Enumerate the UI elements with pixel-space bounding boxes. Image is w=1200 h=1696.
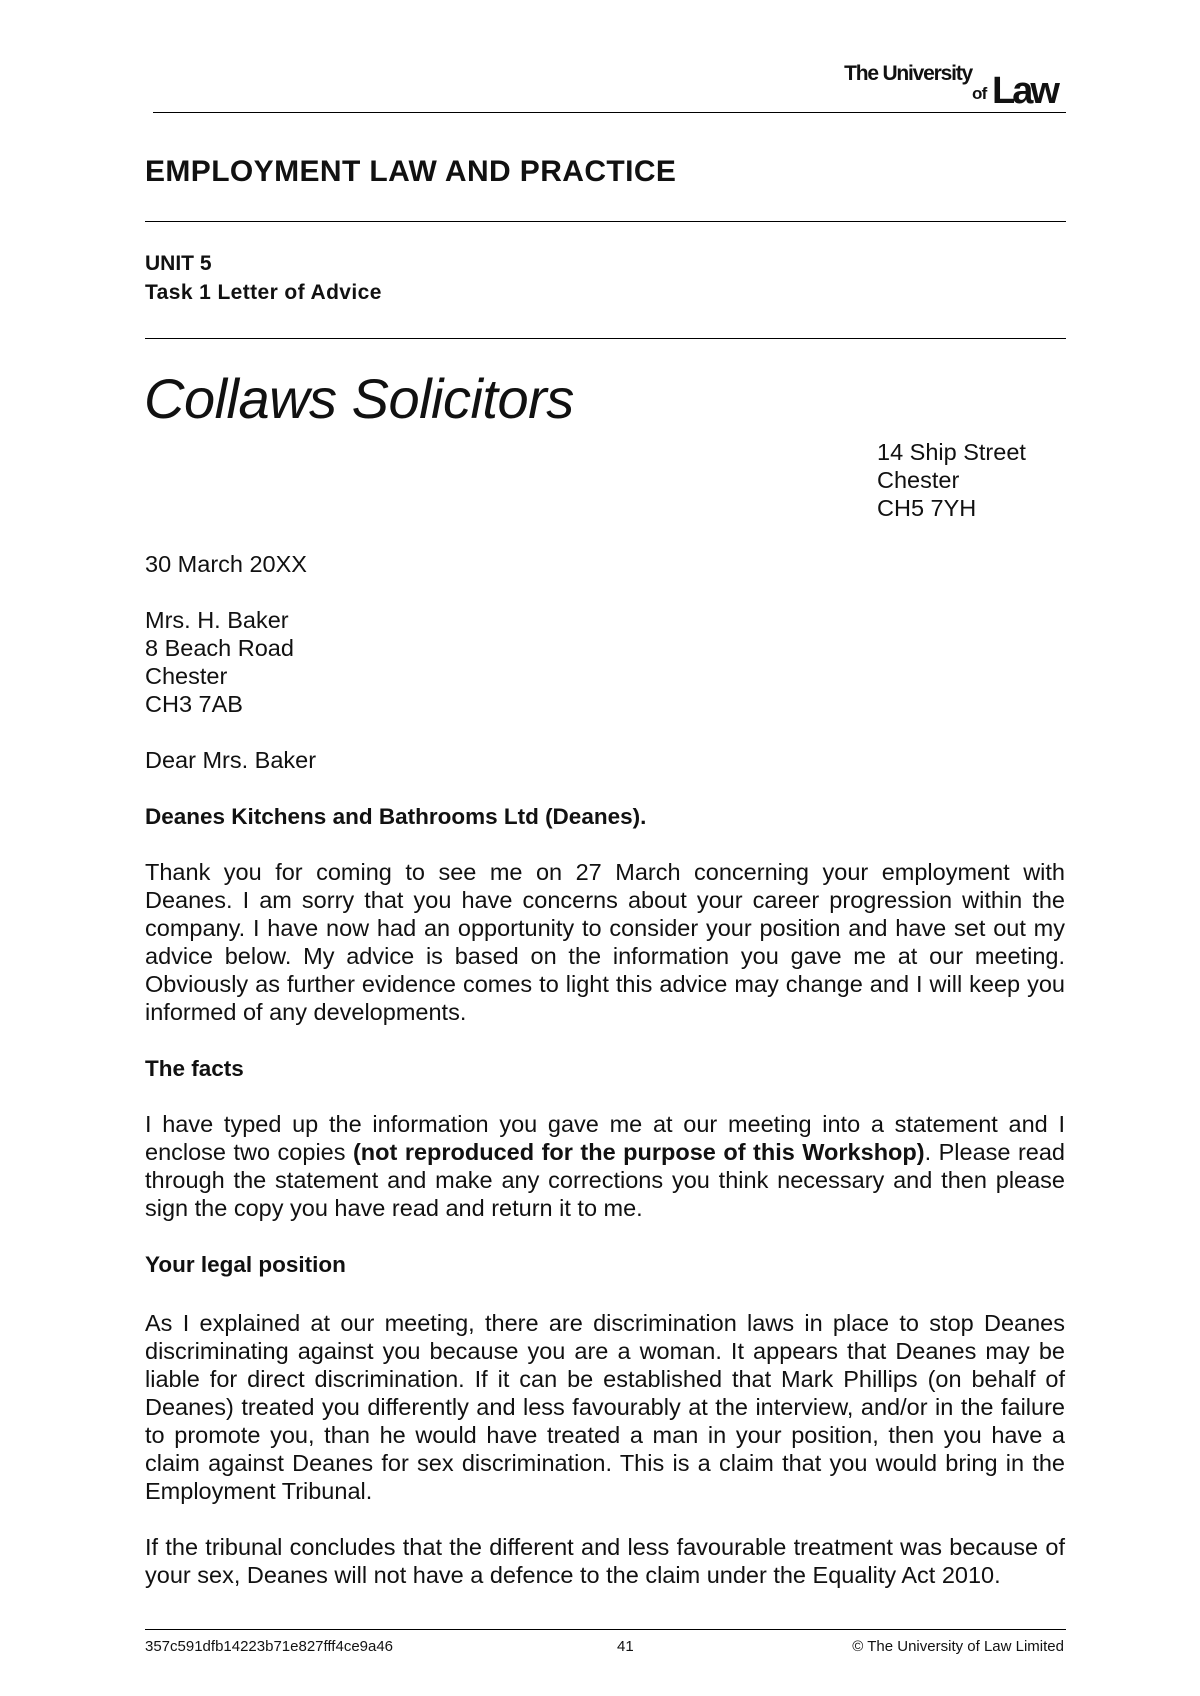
legal-position-heading: Your legal position <box>145 1252 346 1277</box>
sender-address <box>877 438 1026 522</box>
logo-law: Law <box>992 70 1057 112</box>
legal-position-paragraph: As I explained at our meeting, there are discrimination laws in place to stop Deanes discriminating against you because you are a woman. It appears that Deanes may be liable for direct discrimination. If it can be established that Mark Phillips (on behalf of Deanes) treated you differently and less favourably at the interview, and/or in the failure to promote you, than he would have treated a man in your position, then you have a claim against Deanes for sex discrimination. This is a claim that you would bring in the Employment Tribunal. <box>145 1310 1065 1504</box>
sender-address-line: CH5 7YH <box>877 495 977 521</box>
recipient-address-line: CH3 7AB <box>145 691 243 717</box>
footer-rule <box>145 1629 1066 1630</box>
salutation: Dear Mrs. Baker <box>145 747 317 773</box>
footer-page-number: 41 <box>617 1638 634 1655</box>
recipient-address-line: 8 Beach Road <box>145 635 294 661</box>
facts-paragraph <box>145 1110 1065 1222</box>
defence-paragraph: If the tribunal concludes that the different and less favourable treatment was because of your sex, Deanes will not have a defence to the claim under the Equality Act 2010. <box>145 1534 1065 1588</box>
subject-line: Deanes Kitchens and Bathrooms Ltd (Deanes). <box>145 804 647 829</box>
task-label: Task 1 Letter of Advice <box>145 281 382 304</box>
firm-name: Collaws Solicitors <box>144 367 574 430</box>
logo-line1: The University <box>844 62 972 85</box>
sender-address-line: 14 Ship Street <box>877 439 1026 465</box>
footer-copyright: © The University of Law Limited <box>852 1638 1064 1655</box>
recipient-address-line: Chester <box>145 663 228 689</box>
university-logo <box>844 62 1068 112</box>
title-rule <box>145 221 1066 222</box>
footer-doc-id: 357c591dfb14223b71e827fff4ce9a46 <box>145 1638 394 1655</box>
sender-address-line: Chester <box>877 467 960 493</box>
header-rule <box>153 112 1066 113</box>
facts-heading: The facts <box>145 1056 244 1081</box>
recipient-address <box>145 606 294 718</box>
recipient-address-line: Mrs. H. Baker <box>145 607 289 633</box>
unit-label: UNIT 5 <box>145 252 212 275</box>
facts-bold-note: (not reproduced for the purpose of this Workshop) <box>352 1139 925 1165</box>
logo-of: of <box>972 84 987 103</box>
facts-text-end: . Please read through the statement and make any corrections you think necessary and then please sign the copy you have read and return it to me. <box>145 1139 1065 1221</box>
letter-date: 30 March 20XX <box>145 551 307 577</box>
intro-paragraph: Thank you for coming to see me on 27 March concerning your employment with Deanes. I am sorry that you have concerns about your career progression within the company. I have now had an opportunity to consider your position and have set out my advice below. My advice is based on the information you gave me at our meeting. Obviously as further evidence comes to light this advice may change and I will keep you informed of any developments. <box>145 859 1065 1025</box>
course-title: EMPLOYMENT LAW AND PRACTICE <box>145 155 677 188</box>
task-rule <box>145 338 1066 339</box>
facts-text: I have typed up the information you gave me at our meeting into a statement and I enclose two copies <box>145 1111 1065 1165</box>
